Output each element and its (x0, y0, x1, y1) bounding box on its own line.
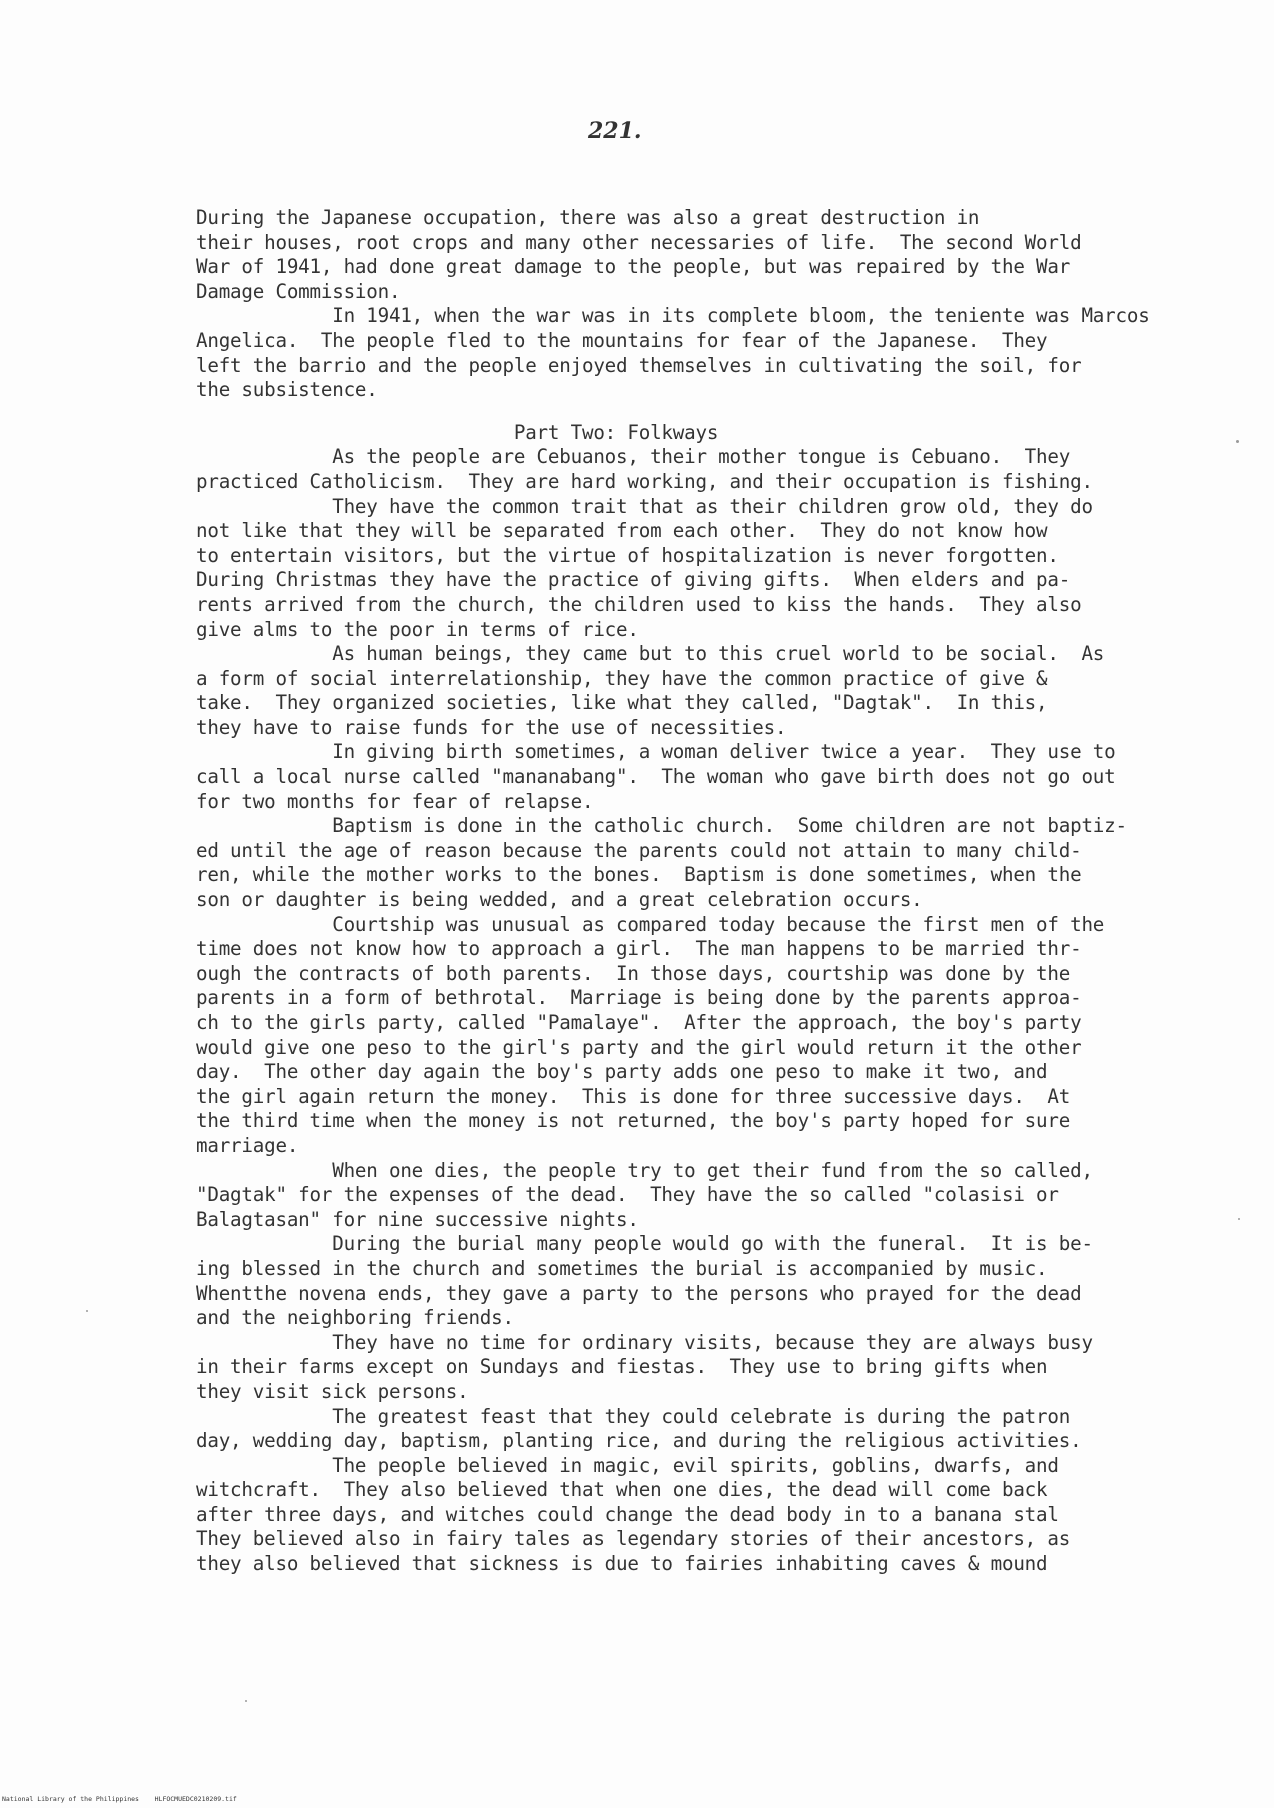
text-line: and the neighboring friends. (196, 1306, 514, 1330)
text-line: ren, while the mother works to the bones. Baptism is done sometimes, when the (196, 863, 1082, 887)
text-line: rents arrived from the church, the children used to kiss the hands. They also (196, 592, 1082, 616)
text-line: As human beings, they came but to this cruel world to be social. As (196, 642, 1105, 666)
text-line: would give one peso to the girl's party and the girl would return it the other (196, 1035, 1082, 1059)
text-line (196, 403, 1212, 421)
text-line: War of 1941, had done great damage to the people, but was repaired by the War (196, 255, 1071, 279)
scan-speck (245, 1700, 247, 1702)
body-text (196, 206, 1212, 1577)
scan-speck (1238, 1218, 1240, 1220)
text-line: practiced Catholicism. They are hard working, and their occupation is fishing. (196, 469, 1093, 493)
page-number: 221. (588, 118, 642, 144)
text-line: witchcraft. They also believed that when one dies, the dead will come back (196, 1478, 1048, 1502)
text-line: During the burial many people would go with the funeral. It is be- (196, 1232, 1093, 1256)
text-line: they visit sick persons. (196, 1379, 469, 1403)
scan-speck (1236, 440, 1239, 443)
text-line: The greatest feast that they could celebrate is during the patron (196, 1404, 1071, 1428)
text-line: They have the common trait that as their children grow old, they do (196, 494, 1093, 518)
text-line: Courtship was unusual as compared today because the first men of the (196, 912, 1105, 936)
text-line: During the Japanese occupation, there was also a great destruction in (196, 206, 980, 229)
text-line: left the barrio and the people enjoyed themselves in cultivating the soil, for (196, 353, 1082, 377)
text-line: a form of social interrelationship, they have the common practice of give & (196, 666, 1048, 690)
text-line: the third time when the money is not returned, the boy's party hoped for sure (196, 1109, 1071, 1133)
text-line: ing blessed in the church and sometimes the burial is accompanied by music. (196, 1256, 1048, 1280)
text-line: Balagtasan" for nine successive nights. (196, 1207, 639, 1231)
text-line: "Dagtak" for the expenses of the dead. They have the so called "colasisi or (196, 1183, 1059, 1207)
text-line: In 1941, when the war was in its complete bloom, the teniente was Marcos (196, 304, 1150, 328)
text-line: Whentthe novena ends, they gave a party to the persons who prayed for the dead (196, 1281, 1082, 1305)
text-line: ch to the girls party, called "Pamalaye". After the approach, the boy's party (196, 1011, 1082, 1034)
text-line: Part Two: Folkways (196, 420, 719, 444)
text-line: take. They organized societies, like what they called, "Dagtak". In this, (196, 691, 1048, 715)
text-line: day, wedding day, baptism, planting rice, and during the religious activities. (196, 1429, 1082, 1453)
text-line: In giving birth sometimes, a woman deliver twice a year. They use to (196, 740, 1116, 764)
text-line: The people believed in magic, evil spirits, goblins, dwarfs, and (196, 1453, 1059, 1477)
text-line: Baptism is done in the catholic church. Some children are not baptiz- (196, 814, 1127, 838)
text-line: their houses, root crops and many other necessaries of life. The second World (196, 230, 1082, 254)
text-line: When one dies, the people try to get their fund from the so called, (196, 1158, 1093, 1182)
text-line: not like that they will be separated from each other. They do not know how (196, 519, 1048, 543)
text-line: they have to raise funds for the use of necessities. (196, 715, 787, 739)
text-line: They have no time for ordinary visits, because they are always busy (196, 1330, 1093, 1354)
text-line: During Christmas they have the practice of giving gifts. When elders and pa- (196, 568, 1071, 592)
text-line: ough the contracts of both parents. In those days, courtship was done by the (196, 961, 1071, 985)
text-line: parents in a form of bethrotal. Marriage is being done by the parents approa- (196, 986, 1082, 1010)
text-line: They believed also in fairy tales as legendary stories of their ancestors, as (196, 1527, 1071, 1551)
text-line: for two months for fear of relapse. (196, 789, 594, 813)
text-line: As the people are Cebuanos, their mother tongue is Cebuano. They (196, 445, 1071, 469)
scan-speck (86, 1310, 88, 1312)
text-line: to entertain visitors, but the virtue of hospitalization is never forgotten. (196, 543, 1059, 567)
text-line: give alms to the poor in terms of rice. (196, 617, 639, 641)
text-line: ed until the age of reason because the parents could not attain to many child- (196, 838, 1082, 862)
text-line: Damage Commission. (196, 279, 401, 303)
text-line: the girl again return the money. This is done for three successive days. At (196, 1084, 1071, 1108)
text-line: marriage. (196, 1133, 299, 1157)
text-line: Angelica. The people fled to the mountains for fear of the Japanese. They (196, 328, 1048, 352)
text-line: time does not know how to approach a girl. The man happens to be married thr- (196, 937, 1082, 961)
text-line: son or daughter is being wedded, and a great celebration occurs. (196, 888, 923, 912)
text-line: the subsistence. (196, 378, 378, 402)
text-line: day. The other day again the boy's party adds one peso to make it two, and (196, 1060, 1048, 1084)
text-line: they also believed that sickness is due to fairies inhabiting caves & mound (196, 1552, 1048, 1576)
text-line: call a local nurse called "mananabang". The woman who gave birth does not go out (196, 765, 1116, 789)
footer-caption: National Library of the Philippines HLFOCMUEDC0210209.tif (2, 1795, 237, 1803)
text-line: after three days, and witches could change the dead body in to a banana stal (196, 1502, 1059, 1526)
text-line: in their farms except on Sundays and fiestas. They use to bring gifts when (196, 1355, 1048, 1379)
